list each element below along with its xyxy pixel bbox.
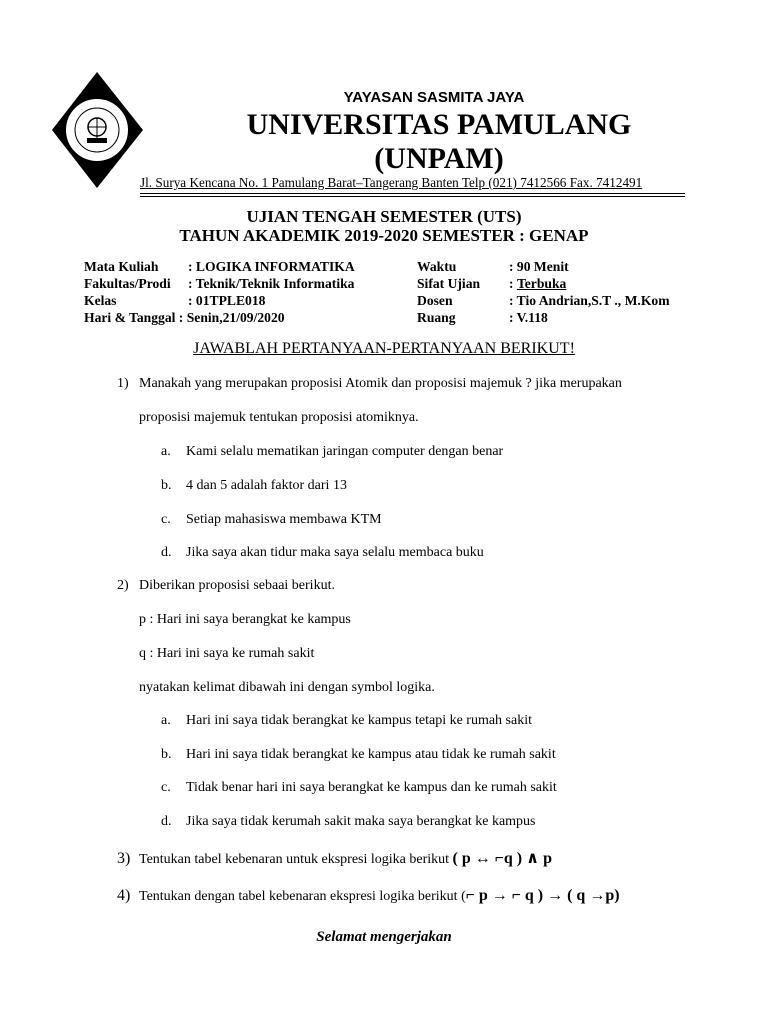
question-4 [117, 887, 620, 905]
info-value: Terbuka [516, 276, 567, 291]
info-row-faculty [84, 275, 355, 292]
info-row-course [84, 258, 355, 275]
info-key: Hari & Tanggal [84, 310, 176, 325]
list-item [161, 747, 556, 763]
item-text: Hari ini saya tidak berangkat ke kampus atau tidak ke rumah sakit [186, 747, 556, 762]
list-item [161, 478, 347, 494]
item-text: 4 dan 5 adalah faktor dari 13 [186, 478, 347, 493]
exam-title-line1: UJIAN TENGAH SEMESTER (UTS) [246, 207, 522, 226]
info-value: : 90 Menit [509, 259, 569, 274]
info-row-date [84, 309, 355, 326]
info-value: : LOGIKA INFORMATIKA [188, 259, 355, 274]
instruction-heading: JAWABLAH PERTANYAAN-PERTANYAAN BERIKUT! [193, 340, 575, 357]
item-letter: a. [161, 444, 171, 459]
university-name [0, 108, 768, 176]
exam-info-left [84, 258, 355, 326]
info-key: Mata Kuliah [84, 259, 159, 274]
question-number: 1) [117, 376, 129, 391]
list-item [161, 780, 557, 796]
info-value: : Teknik/Teknik Informatika [188, 276, 355, 291]
list-item [161, 512, 382, 528]
item-text: Tidak benar hari ini saya berangkat ke kampus dan ke rumah sakit [186, 780, 557, 795]
item-letter: b. [161, 747, 172, 762]
info-value: : Tio Andrian,S.T ., M.Kom [509, 293, 670, 308]
info-row-time [417, 258, 670, 275]
info-key: Ruang [417, 310, 456, 325]
info-key: Fakultas/Prodi [84, 276, 171, 291]
exam-title [0, 207, 768, 245]
info-key: Sifat Ujian [417, 276, 481, 291]
item-letter: c. [161, 780, 171, 795]
info-row-room [417, 309, 670, 326]
item-text: Kami selalu mematikan jaringan computer dengan benar [186, 444, 504, 459]
info-value: : Senin,21/09/2020 [175, 310, 285, 325]
proposition-q: q : Hari ini saya ke rumah sakit [139, 646, 315, 661]
info-row-lecturer [417, 292, 670, 309]
header-rule [140, 193, 685, 194]
list-item [161, 713, 532, 729]
item-letter: a. [161, 713, 171, 728]
university-title: UNIVERSITAS PAMULANG [246, 108, 632, 141]
list-item [161, 444, 503, 460]
question-number: 2) [117, 578, 129, 593]
foundation-name: YAYASAN SASMITA JAYA [343, 89, 525, 106]
question-number: 4) [117, 887, 131, 904]
question-2 [117, 578, 335, 594]
logic-expression: ⌐ p → ⌐ q ) → ( q →p) [465, 887, 620, 904]
question-text: Tentukan tabel kebenaran untuk ekspresi logika berikut [139, 852, 453, 867]
info-value: : V.118 [509, 310, 548, 325]
question-2-instruction: nyatakan kelimat dibawah ini dengan symbol logika. [139, 680, 435, 695]
question-text: Diberikan proposisi sebaai berikut. [139, 578, 335, 593]
list-item [161, 545, 484, 561]
item-text: Jika saya tidak kerumah sakit maka saya berangkat ke kampus [186, 814, 536, 829]
question-3 [117, 848, 552, 868]
info-key: Dosen [417, 293, 453, 308]
question-text: Tentukan dengan tabel kebenaran ekspresi logika berikut ( [139, 889, 466, 904]
info-colon: : [509, 276, 517, 291]
item-text: Hari ini saya tidak berangkat ke kampus tetapi ke rumah sakit [186, 713, 533, 728]
closing-message: Selamat mengerjakan [316, 929, 452, 945]
item-text: Setiap mahasiswa membawa KTM [186, 512, 382, 527]
info-value: : 01TPLE018 [188, 293, 266, 308]
item-letter: b. [161, 478, 172, 493]
proposition-p: p : Hari ini saya berangkat ke kampus [139, 612, 351, 627]
header-rule-2 [140, 196, 685, 197]
list-item [161, 814, 536, 830]
info-row-class [84, 292, 355, 309]
item-letter: d. [161, 545, 172, 560]
exam-title-line2: TAHUN AKADEMIK 2019-2020 SEMESTER : GENAP [179, 226, 589, 245]
university-abbr: (UNPAM) [374, 142, 504, 175]
item-letter: d. [161, 814, 172, 829]
exam-info-right [417, 258, 670, 326]
address-line: Jl. Surya Kencana No. 1 Pamulang Barat–Tangerang Banten Telp (021) 7412566 Fax. 7412491 [140, 175, 643, 190]
question-1-continuation: proposisi majemuk tentukan proposisi atomiknya. [139, 410, 419, 425]
info-key: Waktu [417, 259, 457, 274]
info-row-exam-type [417, 275, 670, 292]
item-text: Jika saya akan tidur maka saya selalu membaca buku [186, 545, 484, 560]
question-number: 3) [117, 850, 131, 867]
logic-expression: ( p ↔ ⌐q ) ∧ p [452, 850, 552, 867]
question-1 [117, 376, 622, 392]
question-text: Manakah yang merupakan proposisi Atomik dan proposisi majemuk ? jika merupakan [139, 376, 622, 391]
info-key: Kelas [84, 293, 117, 308]
item-letter: c. [161, 512, 171, 527]
